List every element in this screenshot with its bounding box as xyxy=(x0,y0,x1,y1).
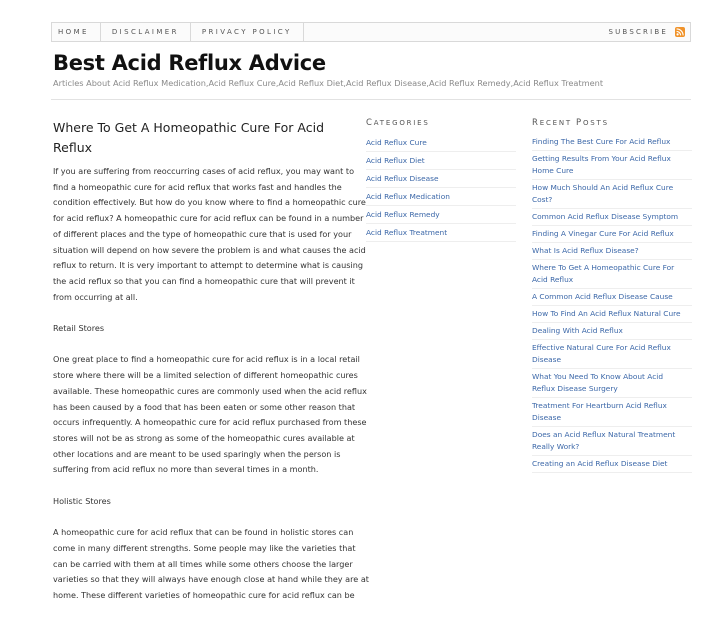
recent-post-link[interactable] xyxy=(532,226,692,242)
header-divider xyxy=(51,99,691,100)
post-line: has been caused by a food that has been eaten or some other reason that xyxy=(53,401,356,412)
category-link[interactable]: Acid Reflux Disease xyxy=(366,174,439,183)
post-line: for acid reflux? A homeopathic cure for acid reflux can be found in a number xyxy=(53,213,364,224)
post-line: home. These different varieties of homeopathic cure for acid reflux can be xyxy=(53,589,355,600)
post-paragraph xyxy=(53,525,369,604)
recent-post-line: Dealing With Acid Reflux xyxy=(532,326,623,335)
post-line: available. These homeopathic cures are commonly used when the acid reflux xyxy=(53,385,367,396)
category-link[interactable]: Acid Reflux Remedy xyxy=(366,210,440,219)
category-item xyxy=(366,170,516,188)
post-paragraph xyxy=(53,352,367,478)
recent-post-link[interactable] xyxy=(532,151,692,179)
recent-post-line: How To Find An Acid Reflux Natural Cure xyxy=(532,309,681,318)
post-line: situation will depend on how severe the problem is and what causes the acid xyxy=(53,244,366,255)
post-line: find a homeopathic cure for acid reflux that works fast and handles the xyxy=(53,181,342,192)
recent-post-link[interactable] xyxy=(532,209,692,225)
recent-post-line: Acid Reflux xyxy=(532,275,574,284)
recent-post-line: Disease xyxy=(532,355,562,364)
recent-posts-heading: RECENT POSTS xyxy=(532,118,609,128)
top-navigation-bar xyxy=(51,22,691,42)
post-paragraph xyxy=(53,494,353,510)
recent-post-item xyxy=(532,340,692,369)
recent-post-item xyxy=(532,456,692,473)
recent-post-item xyxy=(532,289,692,306)
post-line: stores will not be as strong as some of the homeopathic cures available at xyxy=(53,432,355,443)
recent-post-line: A Common Acid Reflux Disease Cause xyxy=(532,292,673,301)
recent-post-link[interactable] xyxy=(532,134,692,150)
recent-post-line: Really Work? xyxy=(532,442,580,451)
recent-post-line: Finding A Vinegar Cure For Acid Reflux xyxy=(532,229,674,238)
recent-post-line: What You Need To Know About Acid xyxy=(532,372,664,381)
recent-post-link[interactable] xyxy=(532,243,692,259)
category-link[interactable]: Acid Reflux Treatment xyxy=(366,228,448,237)
post-line: come in many different strengths. Some people may like the varieties that xyxy=(53,542,356,553)
category-item xyxy=(366,224,516,242)
post-paragraph xyxy=(53,164,366,305)
category-link[interactable]: Acid Reflux Cure xyxy=(366,138,427,147)
recent-post-line: Common Acid Reflux Disease Symptom xyxy=(532,212,679,221)
rss-icon[interactable] xyxy=(675,27,685,37)
subscribe-link[interactable]: SUBSCRIBE xyxy=(608,28,668,36)
post-line: occurs infrequently. A homeopathic cure for acid reflux purchased from these xyxy=(53,417,367,428)
category-link[interactable]: Acid Reflux Diet xyxy=(366,156,425,165)
post-line: Retail Stores xyxy=(53,323,105,334)
site-description: Articles About Acid Reflux Medication,Acid Reflux Cure,Acid Reflux Diet,Acid Reflux Disease,Acid Reflux Remedy,Acid Reflux Treatment xyxy=(53,78,604,88)
category-item xyxy=(366,188,516,206)
category-link[interactable]: Acid Reflux Medication xyxy=(366,192,450,201)
recent-post-link[interactable] xyxy=(532,323,692,339)
recent-post-line: Where To Get A Homeopathic Cure For xyxy=(532,263,675,272)
post-body xyxy=(53,164,369,619)
post-line: varieties so that they will always have enough close at hand while they are at xyxy=(53,574,369,585)
post-line: other locations and are meant to be used sparingly when the person is xyxy=(53,448,341,459)
recent-post-item xyxy=(532,151,692,180)
post-paragraph xyxy=(53,321,353,337)
post-line: A homeopathic cure for acid reflux that can be found in holistic stores can xyxy=(53,527,354,538)
recent-post-line: Creating an Acid Reflux Disease Diet xyxy=(532,459,668,468)
recent-post-line: Treatment For Heartburn Acid Reflux xyxy=(532,401,667,410)
recent-post-item xyxy=(532,260,692,289)
recent-post-link[interactable] xyxy=(532,369,692,397)
post-line: store where there will be a limited selection of different homeopathic cures xyxy=(53,370,358,381)
post-line: suffering from acid reflux no more than several times in a month. xyxy=(53,464,319,475)
category-item xyxy=(366,134,516,152)
recent-post-line: How Much Should An Acid Reflux Cure xyxy=(532,183,674,192)
recent-post-line: Home Cure xyxy=(532,166,574,175)
post-line: can be carried with them at all times while some others choose the larger xyxy=(53,558,353,569)
nav-disclaimer[interactable]: DISCLAIMER xyxy=(101,23,191,41)
category-item xyxy=(366,152,516,170)
recent-post-item xyxy=(532,226,692,243)
nav-menu xyxy=(52,23,304,41)
recent-posts-list xyxy=(532,134,692,473)
categories-heading: CATEGORIES xyxy=(366,118,430,128)
categories-widget xyxy=(366,118,516,242)
recent-post-item xyxy=(532,134,692,151)
post-line: If you are suffering from reoccurring cases of acid reflux, you may want to xyxy=(53,166,355,176)
recent-post-link[interactable] xyxy=(532,260,692,288)
recent-post-link[interactable] xyxy=(532,427,692,455)
post-line: One great place to find a homeopathic cure for acid reflux is in a local retail xyxy=(53,354,360,365)
post-line: Holistic Stores xyxy=(53,495,111,506)
recent-post-line: Finding The Best Cure For Acid Reflux xyxy=(532,137,671,146)
recent-post-item xyxy=(532,323,692,340)
recent-post-item xyxy=(532,369,692,398)
recent-post-item xyxy=(532,243,692,260)
recent-post-link[interactable] xyxy=(532,456,692,472)
nav-home[interactable]: HOME xyxy=(52,23,101,41)
post-line: of different places and the type of homeopathic cure that is used for your xyxy=(53,228,352,239)
recent-post-item xyxy=(532,398,692,427)
category-item xyxy=(366,206,516,224)
nav-privacy-policy[interactable]: PRIVACY POLICY xyxy=(191,23,304,41)
recent-posts-widget xyxy=(532,118,692,473)
recent-post-link[interactable] xyxy=(532,340,692,368)
site-title[interactable]: Best Acid Reflux Advice xyxy=(53,51,326,75)
recent-post-line: What Is Acid Reflux Disease? xyxy=(532,246,639,255)
post-title[interactable]: Where To Get A Homeopathic Cure For Acid Reflux xyxy=(53,120,325,155)
recent-post-item xyxy=(532,209,692,226)
recent-post-line: Disease xyxy=(532,413,562,422)
post-line: from occurring at all. xyxy=(53,291,138,302)
recent-post-line: Cost? xyxy=(532,195,553,204)
recent-post-link[interactable] xyxy=(532,398,692,426)
recent-post-line: Does an Acid Reflux Natural Treatment xyxy=(532,430,676,439)
recent-post-link[interactable] xyxy=(532,289,692,305)
recent-post-item xyxy=(532,306,692,323)
post-line: condition effectively. But how do you know where to find a homeopathic cure xyxy=(53,197,366,208)
recent-post-line: Getting Results From Your Acid Reflux xyxy=(532,154,671,163)
categories-list xyxy=(366,134,516,242)
recent-post-link[interactable] xyxy=(532,306,692,322)
recent-post-line: Effective Natural Cure For Acid Reflux xyxy=(532,343,671,352)
post-line: reflux to return. It is very important to attempt to determine what is causing xyxy=(53,260,363,271)
recent-post-item xyxy=(532,180,692,209)
recent-post-item xyxy=(532,427,692,456)
post-line: the acid reflux so that you can find a homeopathic cure that will prevent it xyxy=(53,275,355,286)
recent-post-line: Reflux Disease Surgery xyxy=(532,384,618,393)
recent-post-link[interactable] xyxy=(532,180,692,208)
